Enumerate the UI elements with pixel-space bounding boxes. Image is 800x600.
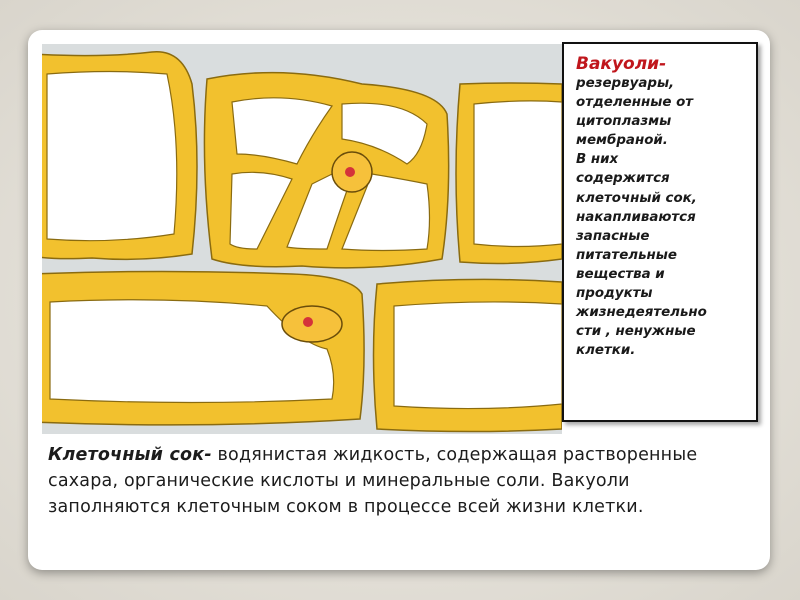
note-title: Вакуоли- bbox=[576, 54, 667, 74]
definition-text: водянистая жидкость, содержащая растворенные сахара, органические кислоты и минеральные соли. Вакуоли заполняются клеточным соком в процессе всей жизни клетки. bbox=[48, 445, 698, 517]
cell-sap-definition bbox=[48, 442, 758, 520]
vacuole-top-right bbox=[474, 101, 562, 247]
nucleolus-bottom bbox=[303, 317, 313, 327]
definition-term: Клеточный сок- bbox=[48, 445, 212, 465]
plant-cells-illustration bbox=[42, 44, 562, 444]
vacuole-top-left bbox=[47, 72, 177, 241]
slide bbox=[28, 30, 770, 570]
vacuole-bottom-right bbox=[394, 302, 562, 409]
note-text: резервуары, отделенные от цитоплазмы мембраной. В них содержится клеточный сок, накапливаются запасные питательные вещества и продукты жизнедеятельно сти , ненужные клетки. bbox=[576, 76, 707, 359]
nucleolus-top bbox=[345, 167, 355, 177]
vacuole-definition-box bbox=[562, 42, 758, 422]
